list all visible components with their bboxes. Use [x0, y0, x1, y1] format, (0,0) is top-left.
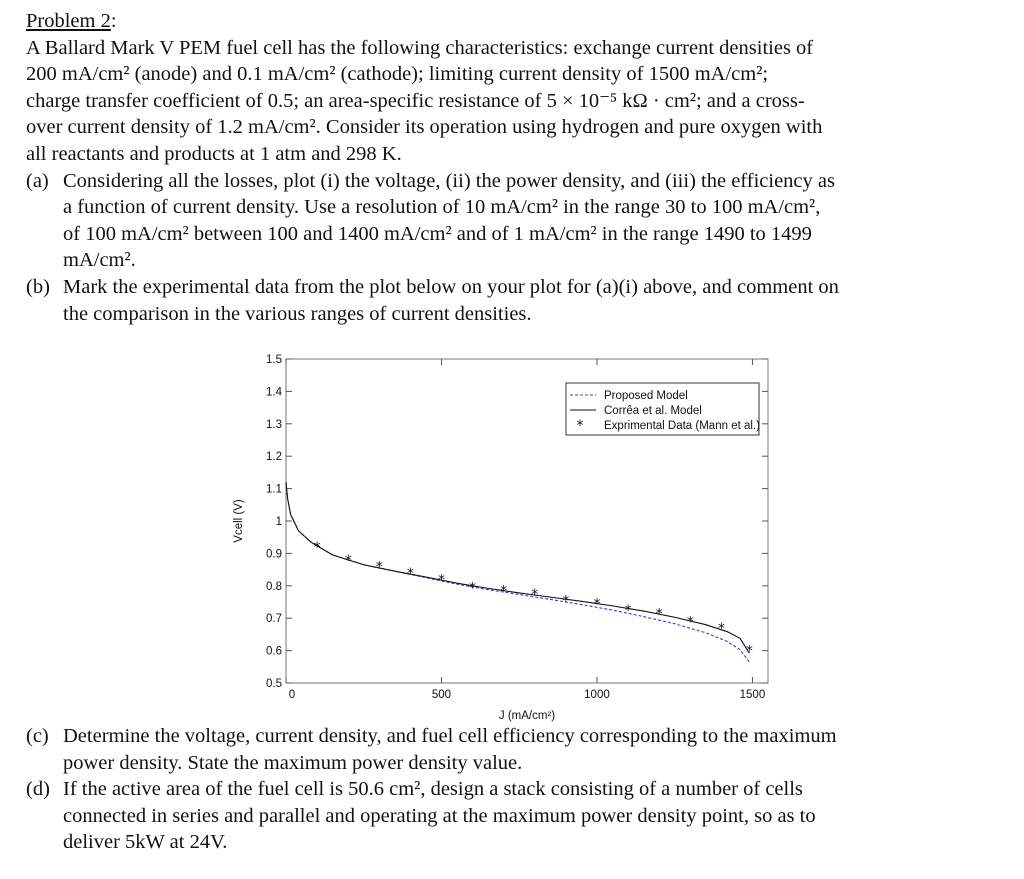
data-point-marker: *	[717, 620, 725, 637]
legend-label: Corrêa et al. Model	[604, 405, 702, 417]
problem-title	[26, 8, 956, 35]
part-d-line: deliver 5kW at 24V.	[63, 831, 228, 854]
part-a-line: of 100 mA/cm² between 100 and 1400 mA/cm² and of 1 mA/cm² in the range 1490 to 1499	[63, 222, 812, 245]
intro-line: all reactants and products at 1 atm and 298 K.	[26, 142, 402, 165]
x-tick-label: 0	[288, 689, 296, 701]
data-point-marker: *	[437, 572, 445, 589]
part-d-line: connected in series and parallel and operating at the maximum power density point, so as to	[63, 804, 816, 827]
voltage-current-chart	[0, 345, 1024, 725]
part-a-text	[63, 168, 956, 274]
part-c-label: (c)	[26, 725, 49, 747]
data-point-marker: *	[624, 603, 632, 620]
data-point-marker: *	[562, 593, 570, 610]
part-a	[26, 168, 956, 274]
part-b-line: Mark the experimental data from the plot below on your plot for (a)(i) above, and comment on	[63, 275, 839, 298]
correa-model-line	[286, 482, 749, 653]
data-point-marker: *	[531, 586, 539, 603]
intro-line: A Ballard Mark V PEM fuel cell has the following characteristics: exchange current densities of	[26, 36, 814, 59]
y-tick-label: 0.9	[266, 548, 282, 561]
chart-area	[0, 345, 1024, 725]
part-b	[26, 274, 956, 327]
intro-line: over current density of 1.2 mA/cm². Consider its operation using hydrogen and pure oxygen with	[26, 116, 823, 139]
data-point-marker: *	[406, 565, 414, 582]
x-tick-label: 500	[431, 689, 452, 701]
part-b-text	[63, 274, 956, 327]
y-tick-label: 1	[275, 516, 282, 528]
part-c	[26, 723, 956, 776]
part-c-text	[63, 723, 956, 776]
problem-intro	[26, 35, 956, 168]
y-tick-label: 0.5	[266, 678, 282, 690]
data-point-marker: *	[686, 614, 694, 631]
data-point-marker: *	[375, 559, 383, 576]
y-tick-label: 1.5	[266, 354, 282, 366]
problem-bottom	[26, 723, 956, 856]
y-tick-label: 0.7	[266, 613, 282, 626]
part-a-label: (a)	[26, 169, 49, 192]
y-tick-label: 0.8	[266, 580, 282, 593]
x-axis-label: J (mA/cm²)	[498, 710, 556, 722]
y-tick-label: 1.3	[266, 418, 282, 431]
data-point-marker: *	[500, 583, 508, 600]
data-point-marker: *	[593, 596, 601, 613]
data-point-marker: *	[655, 606, 663, 623]
y-tick-label: 0.6	[266, 645, 282, 658]
problem-title-text: Problem 2	[26, 10, 111, 32]
part-a-line: Considering all the losses, plot (i) the voltage, (ii) the power density, and (iii) the efficiency as	[63, 169, 835, 192]
part-d-line: If the active area of the fuel cell is 50.6 cm², design a stack consisting of a number of cells	[63, 778, 803, 801]
part-d-label: (d)	[26, 778, 50, 801]
part-a-line: mA/cm².	[63, 249, 136, 272]
part-c-line: Determine the voltage, current density, and fuel cell efficiency corresponding to the maximum	[63, 725, 837, 747]
data-point-marker: *	[469, 580, 477, 597]
legend-marker: *	[576, 418, 584, 434]
part-d-text	[63, 776, 956, 856]
proposed-model-line	[286, 482, 749, 662]
y-axis-label: Vcell (V)	[233, 499, 245, 543]
part-b-line: the comparison in the various ranges of current densities.	[63, 302, 532, 325]
y-tick-label: 1.2	[266, 451, 282, 464]
x-tick-label: 1500	[739, 689, 766, 701]
part-b-label: (b)	[26, 275, 50, 298]
problem-title-colon: :	[110, 10, 117, 32]
y-tick-label: 1.1	[266, 483, 282, 496]
part-a-line: a function of current density. Use a resolution of 10 mA/cm² in the range 30 to 100 mA/cm²,	[63, 196, 821, 219]
data-point-marker: *	[313, 539, 321, 556]
x-tick-label: 1000	[584, 689, 610, 701]
data-point-marker: *	[745, 643, 753, 660]
y-tick-label: 1.4	[266, 386, 282, 399]
data-point-marker: *	[344, 552, 352, 569]
part-c-line: power density. State the maximum power density value.	[63, 751, 523, 774]
part-d	[26, 776, 956, 856]
problem-document	[26, 8, 956, 327]
intro-line: charge transfer coefficient of 0.5; an area-specific resistance of 5 × 10⁻⁵ kΩ · cm²; and a cross-	[26, 89, 805, 112]
legend-label: Exprimental Data (Mann et al.)	[604, 420, 760, 432]
legend-label: Proposed Model	[604, 390, 688, 402]
intro-line: 200 mA/cm² (anode) and 0.1 mA/cm² (cathode); limiting current density of 1500 mA/cm²;	[26, 63, 769, 86]
